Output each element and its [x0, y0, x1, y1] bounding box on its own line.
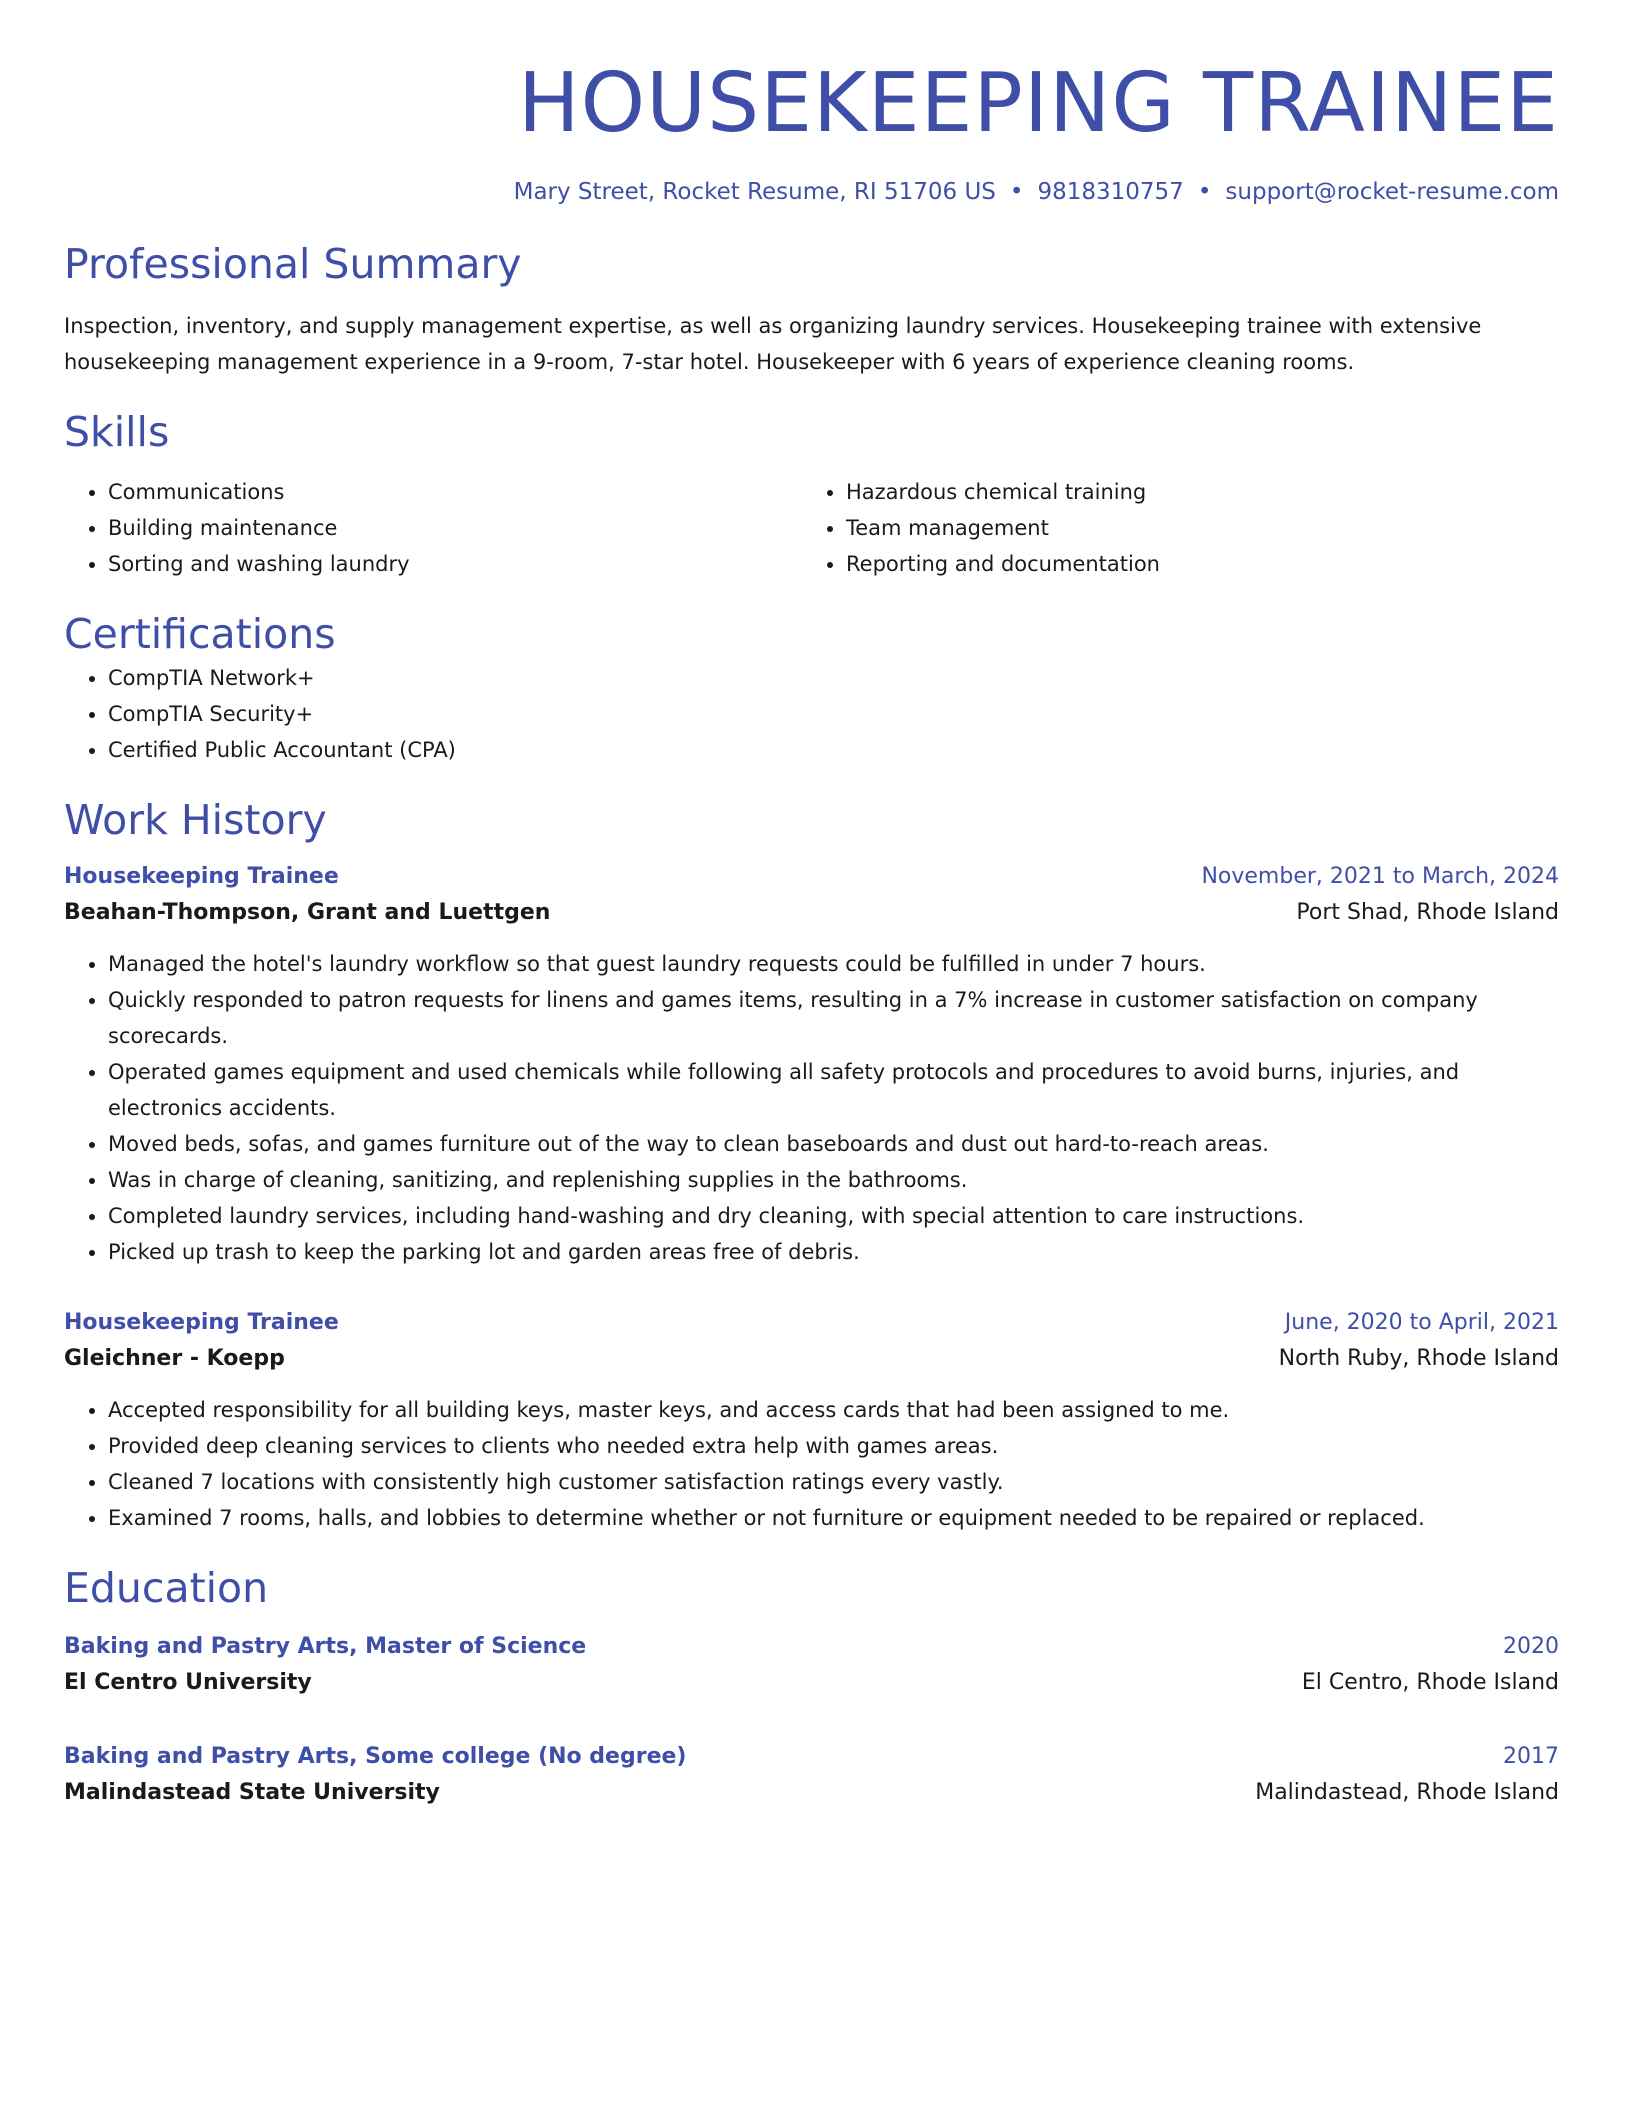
job-duty: • Provided deep cleaning services to clients who needed extra help with games areas. — [108, 1428, 1559, 1464]
work-entry — [64, 1306, 1559, 1536]
school-location: Malindastead, Rhode Island — [1255, 1780, 1559, 1805]
skills-grid — [64, 474, 1559, 582]
job-location: North Ruby, Rhode Island — [1278, 1346, 1559, 1371]
job-duty: • Was in charge of cleaning, sanitizing, and replenishing supplies in the bathrooms. — [108, 1162, 1559, 1198]
skills-heading: Skills — [64, 408, 170, 456]
education-entry — [64, 1740, 1559, 1812]
job-duty: • Quickly responded to patron requests for linens and games items, resulting in a 7% increase in customer satisfaction on company scorecards. — [108, 982, 1559, 1054]
job-duty: • Accepted responsibility for all building keys, master keys, and access cards that had been assigned to me. — [108, 1392, 1559, 1428]
contact-address: Mary Street, Rocket Resume, RI 51706 US — [513, 179, 996, 205]
school-name: El Centro University — [64, 1670, 312, 1695]
work-history-heading: Work History — [64, 796, 327, 844]
job-duty: • Examined 7 rooms, halls, and lobbies to determine whether or not furniture or equipment needed to be repaired or replaced. — [108, 1500, 1559, 1536]
certifications-list — [64, 660, 1559, 768]
work-entry-header — [64, 1306, 1559, 1340]
skills-column-left — [64, 474, 802, 582]
graduation-year: 2020 — [1503, 1634, 1559, 1659]
skill-item: • Sorting and washing laundry — [108, 546, 802, 582]
job-duty: • Completed laundry services, including hand-washing and dry cleaning, with special attention to care instructions. — [108, 1198, 1559, 1234]
work-entry — [64, 860, 1559, 1270]
graduation-year: 2017 — [1503, 1744, 1559, 1769]
education-entry-subheader — [64, 1664, 1559, 1702]
education-entry-header — [64, 1740, 1559, 1774]
degree-title: Baking and Pastry Arts, Some college (No degree) — [64, 1744, 687, 1769]
contact-phone: 9818310757 — [1037, 179, 1184, 205]
education-heading: Education — [64, 1564, 269, 1612]
education-entry-subheader — [64, 1774, 1559, 1812]
job-duty: • Picked up trash to keep the parking lot and garden areas free of debris. — [108, 1234, 1559, 1270]
degree-title: Baking and Pastry Arts, Master of Science — [64, 1634, 587, 1659]
job-duties-list — [64, 1392, 1559, 1536]
skills-list-right — [802, 474, 1540, 582]
job-dates: November, 2021 to March, 2024 — [1201, 864, 1559, 889]
job-location: Port Shad, Rhode Island — [1296, 900, 1559, 925]
contact-separator: • — [1009, 179, 1024, 205]
job-title: Housekeeping Trainee — [64, 864, 339, 889]
school-location: El Centro, Rhode Island — [1301, 1670, 1559, 1695]
contact-separator: • — [1197, 179, 1212, 205]
school-name: Malindastead State University — [64, 1780, 440, 1805]
resume-page — [64, 0, 1559, 1812]
skills-list-left — [64, 474, 802, 582]
skill-item: • Team management — [846, 510, 1540, 546]
job-duties-list — [64, 946, 1559, 1270]
skill-item: • Reporting and documentation — [846, 546, 1540, 582]
certifications-heading: Certifications — [64, 610, 336, 658]
job-company: Gleichner - Koepp — [64, 1346, 285, 1371]
skill-item: • Building maintenance — [108, 510, 802, 546]
summary-text: Inspection, inventory, and supply management expertise, as well as organizing laundry services. Housekeeping trainee with extensive housekeeping management experience in a 9-room, 7-star hotel. Housekeeper with 6 years of experience cleaning rooms. — [64, 314, 1482, 374]
job-duty: • Operated games equipment and used chemicals while following all safety protocols and procedures to avoid burns, injuries, and electronics accidents. — [108, 1054, 1559, 1126]
education-entry-header — [64, 1630, 1559, 1664]
skills-column-right — [802, 474, 1540, 582]
job-company: Beahan-Thompson, Grant and Luettgen — [64, 900, 551, 925]
work-entry-header — [64, 860, 1559, 894]
education-entry — [64, 1630, 1559, 1702]
work-entry-subheader — [64, 1340, 1559, 1378]
job-duty: • Moved beds, sofas, and games furniture out of the way to clean baseboards and dust out hard-to-reach areas. — [108, 1126, 1559, 1162]
certification-item: • CompTIA Security+ — [108, 696, 1559, 732]
job-dates: June, 2020 to April, 2021 — [1284, 1310, 1559, 1335]
work-entry-subheader — [64, 894, 1559, 932]
summary-heading: Professional Summary — [64, 240, 522, 288]
contact-email: support@rocket-resume.com — [1225, 179, 1559, 205]
resume-name: HOUSEKEEPING TRAINEE — [517, 56, 1559, 151]
certification-item: • CompTIA Network+ — [108, 660, 1559, 696]
job-duty: • Managed the hotel's laundry workflow so that guest laundry requests could be fulfilled in under 7 hours. — [108, 946, 1559, 982]
job-duty: • Cleaned 7 locations with consistently high customer satisfaction ratings every vastly. — [108, 1464, 1559, 1500]
skill-item: • Hazardous chemical training — [846, 474, 1540, 510]
skill-item: • Communications — [108, 474, 802, 510]
contact-line — [64, 176, 1559, 208]
job-title: Housekeeping Trainee — [64, 1310, 339, 1335]
certification-item: • Certified Public Accountant (CPA) — [108, 732, 1559, 768]
